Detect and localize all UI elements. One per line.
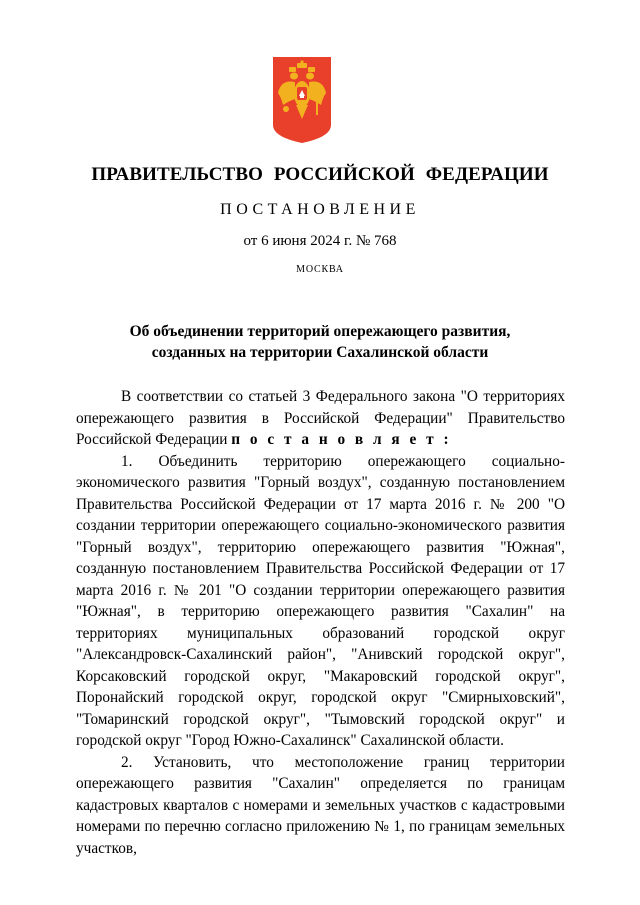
government-title: ПРАВИТЕЛЬСТВО РОССИЙСКОЙ ФЕДЕРАЦИИ xyxy=(91,164,549,185)
document-subject xyxy=(0,321,640,363)
paragraph-preamble xyxy=(76,386,565,451)
document-date-number: от 6 июня 2024 г. № 768 xyxy=(243,233,397,249)
decree-word: п о с т а н о в л я е т : xyxy=(231,431,452,448)
document-body xyxy=(76,386,565,859)
document-type: ПОСТАНОВЛЕНИЕ xyxy=(220,201,420,218)
document-city: МОСКВА xyxy=(296,264,344,275)
preamble-text: В соответствии со статьей 3 Федерального закона "О территориях опережающего развития в Российской Федерации" Правительство Российской Федерации xyxy=(76,388,565,448)
paragraph-item-2: 2. Установить, что местоположение границ территории опережающего развития "Сахалин" определяется по границам кадастровых кварталов с номерами и земельных участков с кадастровыми номерами по перечню согласно приложению № 1, по границам земельных участков, xyxy=(76,753,565,857)
subject-line-1: Об объединении территорий опережающего развития, xyxy=(129,323,511,340)
subject-line-2: созданных на территории Сахалинской области xyxy=(151,344,489,361)
coat-of-arms-icon xyxy=(273,57,331,143)
paragraph-item-1: 1. Объединить территорию опережающего социально-экономического развития "Горный воздух", созданную постановлением Правительства Российской Федерации от 17 марта 2016 г. № 200 "О создании территории опережающего социально-экономического развития "Горный воздух", территорию опережающего развития "Южная", созданную постановлением Правительства Российской Федерации от 17 марта 2016 г. № 201 "О создании территории опережающего развития "Южная", в территорию опережающего развития "Сахалин" на территориях муниципальных образований городской округ "Александровск-Сахалинский район", "Анивский городской округ", Корсаковский городской округ, "Макаровский городской округ", Поронайский городской округ, городской округ "Смирныховский", "Томаринский городской округ", "Тымовский городской округ" и городской округ "Город Южно-Сахалинск" Сахалинской области. xyxy=(76,452,565,749)
